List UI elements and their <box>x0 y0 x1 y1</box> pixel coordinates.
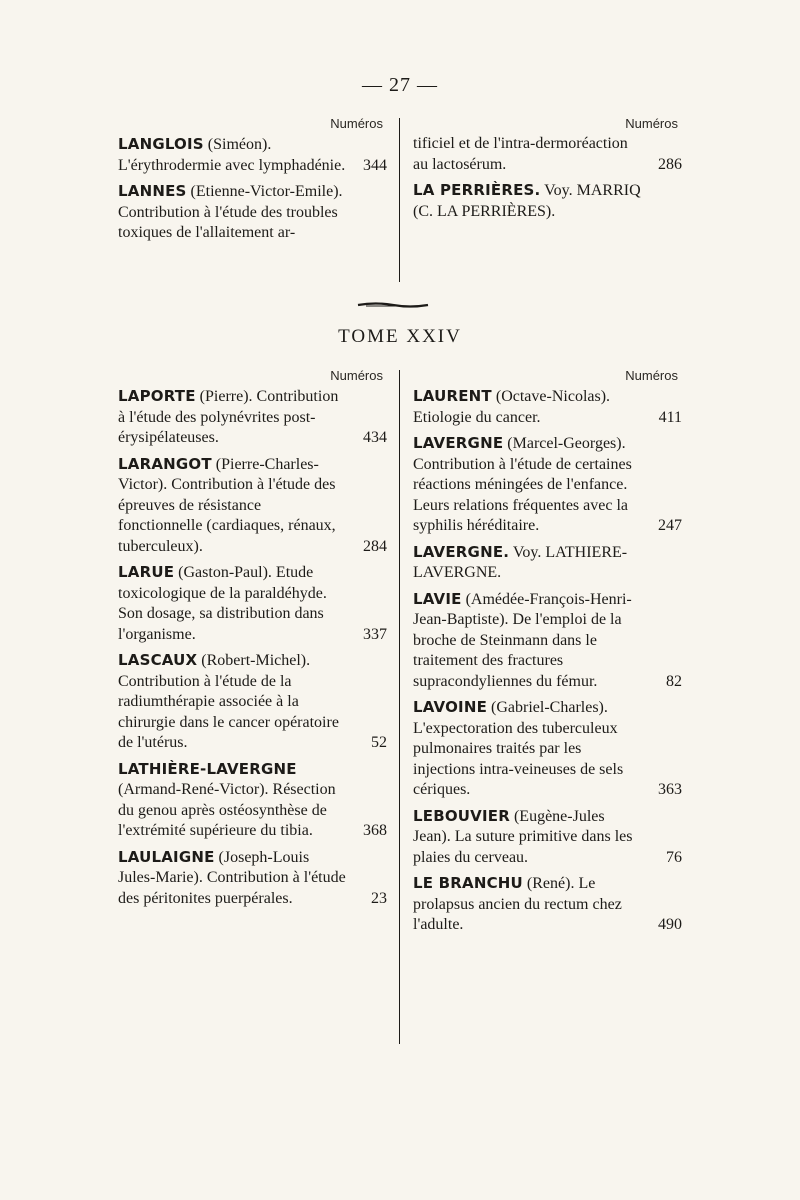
entry-body <box>413 697 678 801</box>
entry-number: 368 <box>363 822 387 839</box>
author-name: LAVERGNE <box>413 434 504 452</box>
entry-number: 82 <box>666 672 682 690</box>
author-name: LARUE <box>118 563 175 581</box>
author-name: LATHIÈRE-LAVERGNE <box>118 759 297 778</box>
entry-body <box>118 847 383 910</box>
entry-title: (Eugène-Jules Jean). La suture primitive dans les plaies du cerveau. <box>413 807 633 866</box>
entry-list <box>413 134 682 222</box>
entry-body <box>118 562 383 645</box>
author-name: LANGLOIS <box>118 135 204 153</box>
entry-title: (Armand-René-Victor). Résection du genou après ostéosynthèse de l'extrémité supérieure du tibia. <box>118 781 336 839</box>
section-tome-24 <box>118 366 680 1044</box>
entry-title: (Marcel-Georges). Contribution à l'étude de certaines réactions méningées de l'enfance. Leurs relations fréquentes avec la syphilis héréditaire. <box>413 435 632 534</box>
index-entry <box>413 697 682 801</box>
entry-number: 76 <box>666 848 682 866</box>
author-name: LAVERGNE. <box>413 542 510 561</box>
index-entry <box>118 134 387 176</box>
entry-title: (Amédée-François-Henri-Jean-Baptiste). De l'emploi de la broche de Steinmann dans le traitement des fractures supracondyliennes du fémur. <box>413 590 632 690</box>
entry-title: Voy. MARRIQ (C. LA PERRIÈRES). <box>413 182 641 220</box>
entry-body <box>413 542 678 584</box>
entry-number: 286 <box>658 155 682 173</box>
column-header: Numéros <box>330 116 383 131</box>
entry-list <box>118 134 387 244</box>
index-entry <box>118 650 387 754</box>
index-entry <box>118 562 387 645</box>
index-entry <box>118 386 387 449</box>
column-divider <box>399 118 400 282</box>
index-entry <box>118 454 387 558</box>
column-header: Numéros <box>625 116 678 131</box>
author-name: LE BRANCHU <box>413 874 523 892</box>
entry-list <box>413 386 682 936</box>
entry-number: 52 <box>371 734 387 751</box>
entry-body <box>413 873 678 936</box>
author-name: LEBOUVIER <box>413 806 510 825</box>
section-tome-23-end <box>118 114 680 282</box>
entry-title: (Gaston-Paul). Etude toxicologique de la paraldéhyde. Son dosage, sa distribution dans l'organisme. <box>118 564 327 643</box>
entry-title: (Gabriel-Charles). L'expectoration des tuberculeux pulmonaires traités par les injections intra-veineuses de sels cériques. <box>413 699 624 798</box>
entry-title: (Etienne-Victor-Emile). Contribution à l'étude des troubles toxiques de l'allaitement ar- <box>118 183 343 241</box>
author-name: LANNES <box>118 182 187 200</box>
entry-title: (Pierre). Contribution à l'étude des polynévrites post-érysipélateuses. <box>118 388 339 446</box>
entry-body <box>118 134 383 176</box>
entry-body <box>118 386 383 449</box>
entry-number: 363 <box>658 781 682 798</box>
right-column <box>413 366 682 941</box>
entry-number: 434 <box>363 429 387 446</box>
entry-title: (René). Le prolapsus ancien du rectum chez l'adulte. <box>413 875 622 933</box>
author-name: LASCAUX <box>118 651 198 669</box>
index-entry <box>413 873 682 936</box>
tome-title: TOME XXIV <box>338 326 462 347</box>
index-entry <box>118 181 383 244</box>
entry-number: 490 <box>658 916 682 933</box>
column-header: Numéros <box>625 368 678 383</box>
right-column <box>413 114 682 227</box>
entry-title: (Siméon). L'érythrodermie avec lymphadénie. <box>118 136 346 174</box>
left-column <box>118 114 387 249</box>
index-entry <box>118 759 387 842</box>
index-entry <box>413 433 682 537</box>
entry-title: (Robert-Michel). Contribution à l'étude de la radiumthérapie associée à la chirurgie dans le cancer opératoire de l'utérus. <box>118 652 339 751</box>
column-divider <box>399 370 400 1044</box>
author-name: LAVIE <box>413 589 462 608</box>
index-entry <box>413 806 682 869</box>
entry-number: 344 <box>363 156 387 174</box>
ornament-rule <box>356 301 430 309</box>
entry-body <box>413 806 678 869</box>
index-entry <box>413 542 678 584</box>
index-entry <box>413 180 678 222</box>
entry-body <box>413 589 678 693</box>
entry-body <box>413 134 678 175</box>
entry-title: (Octave-Nicolas). Etiologie du cancer. <box>413 388 611 426</box>
entry-number: 284 <box>363 537 387 555</box>
column-header: Numéros <box>330 368 383 383</box>
entry-number: 23 <box>371 889 387 907</box>
index-entry <box>413 134 682 175</box>
author-name: LARANGOT <box>118 454 212 473</box>
entry-number: 247 <box>658 517 682 534</box>
left-column <box>118 366 387 914</box>
entry-body <box>413 180 678 222</box>
author-name: LAPORTE <box>118 387 196 405</box>
entry-title: (Pierre-Charles-Victor). Contribution à l'étude des épreuves de résistance fonctionnelle (cardiaques, rénaux, tuberculeux). <box>118 455 336 555</box>
index-entry <box>413 589 682 693</box>
entry-title: (Joseph-Louis Jules-Marie). Contribution à l'étude des péritonites puerpérales. <box>118 848 346 907</box>
author-name: LAURENT <box>413 387 492 405</box>
author-name: LA PERRIÈRES. <box>413 181 541 199</box>
entry-body <box>118 759 383 842</box>
entry-number: 337 <box>363 625 387 643</box>
entry-list <box>118 386 387 909</box>
index-entry <box>413 386 682 428</box>
entry-body <box>413 433 678 537</box>
entry-title: tificiel et de l'intra-dermoréaction au lactosérum. <box>413 135 628 173</box>
author-name: LAVOINE <box>413 698 488 716</box>
entry-body <box>118 454 383 558</box>
index-entry <box>118 847 387 910</box>
entry-number: 411 <box>658 408 682 426</box>
entry-title: Voy. LATHIERE-LAVERGNE. <box>413 543 628 581</box>
entry-body <box>118 650 383 754</box>
entry-body <box>118 181 383 244</box>
page-number: — 27 — <box>362 74 438 96</box>
author-name: LAULAIGNE <box>118 847 215 866</box>
entry-body <box>413 386 678 428</box>
